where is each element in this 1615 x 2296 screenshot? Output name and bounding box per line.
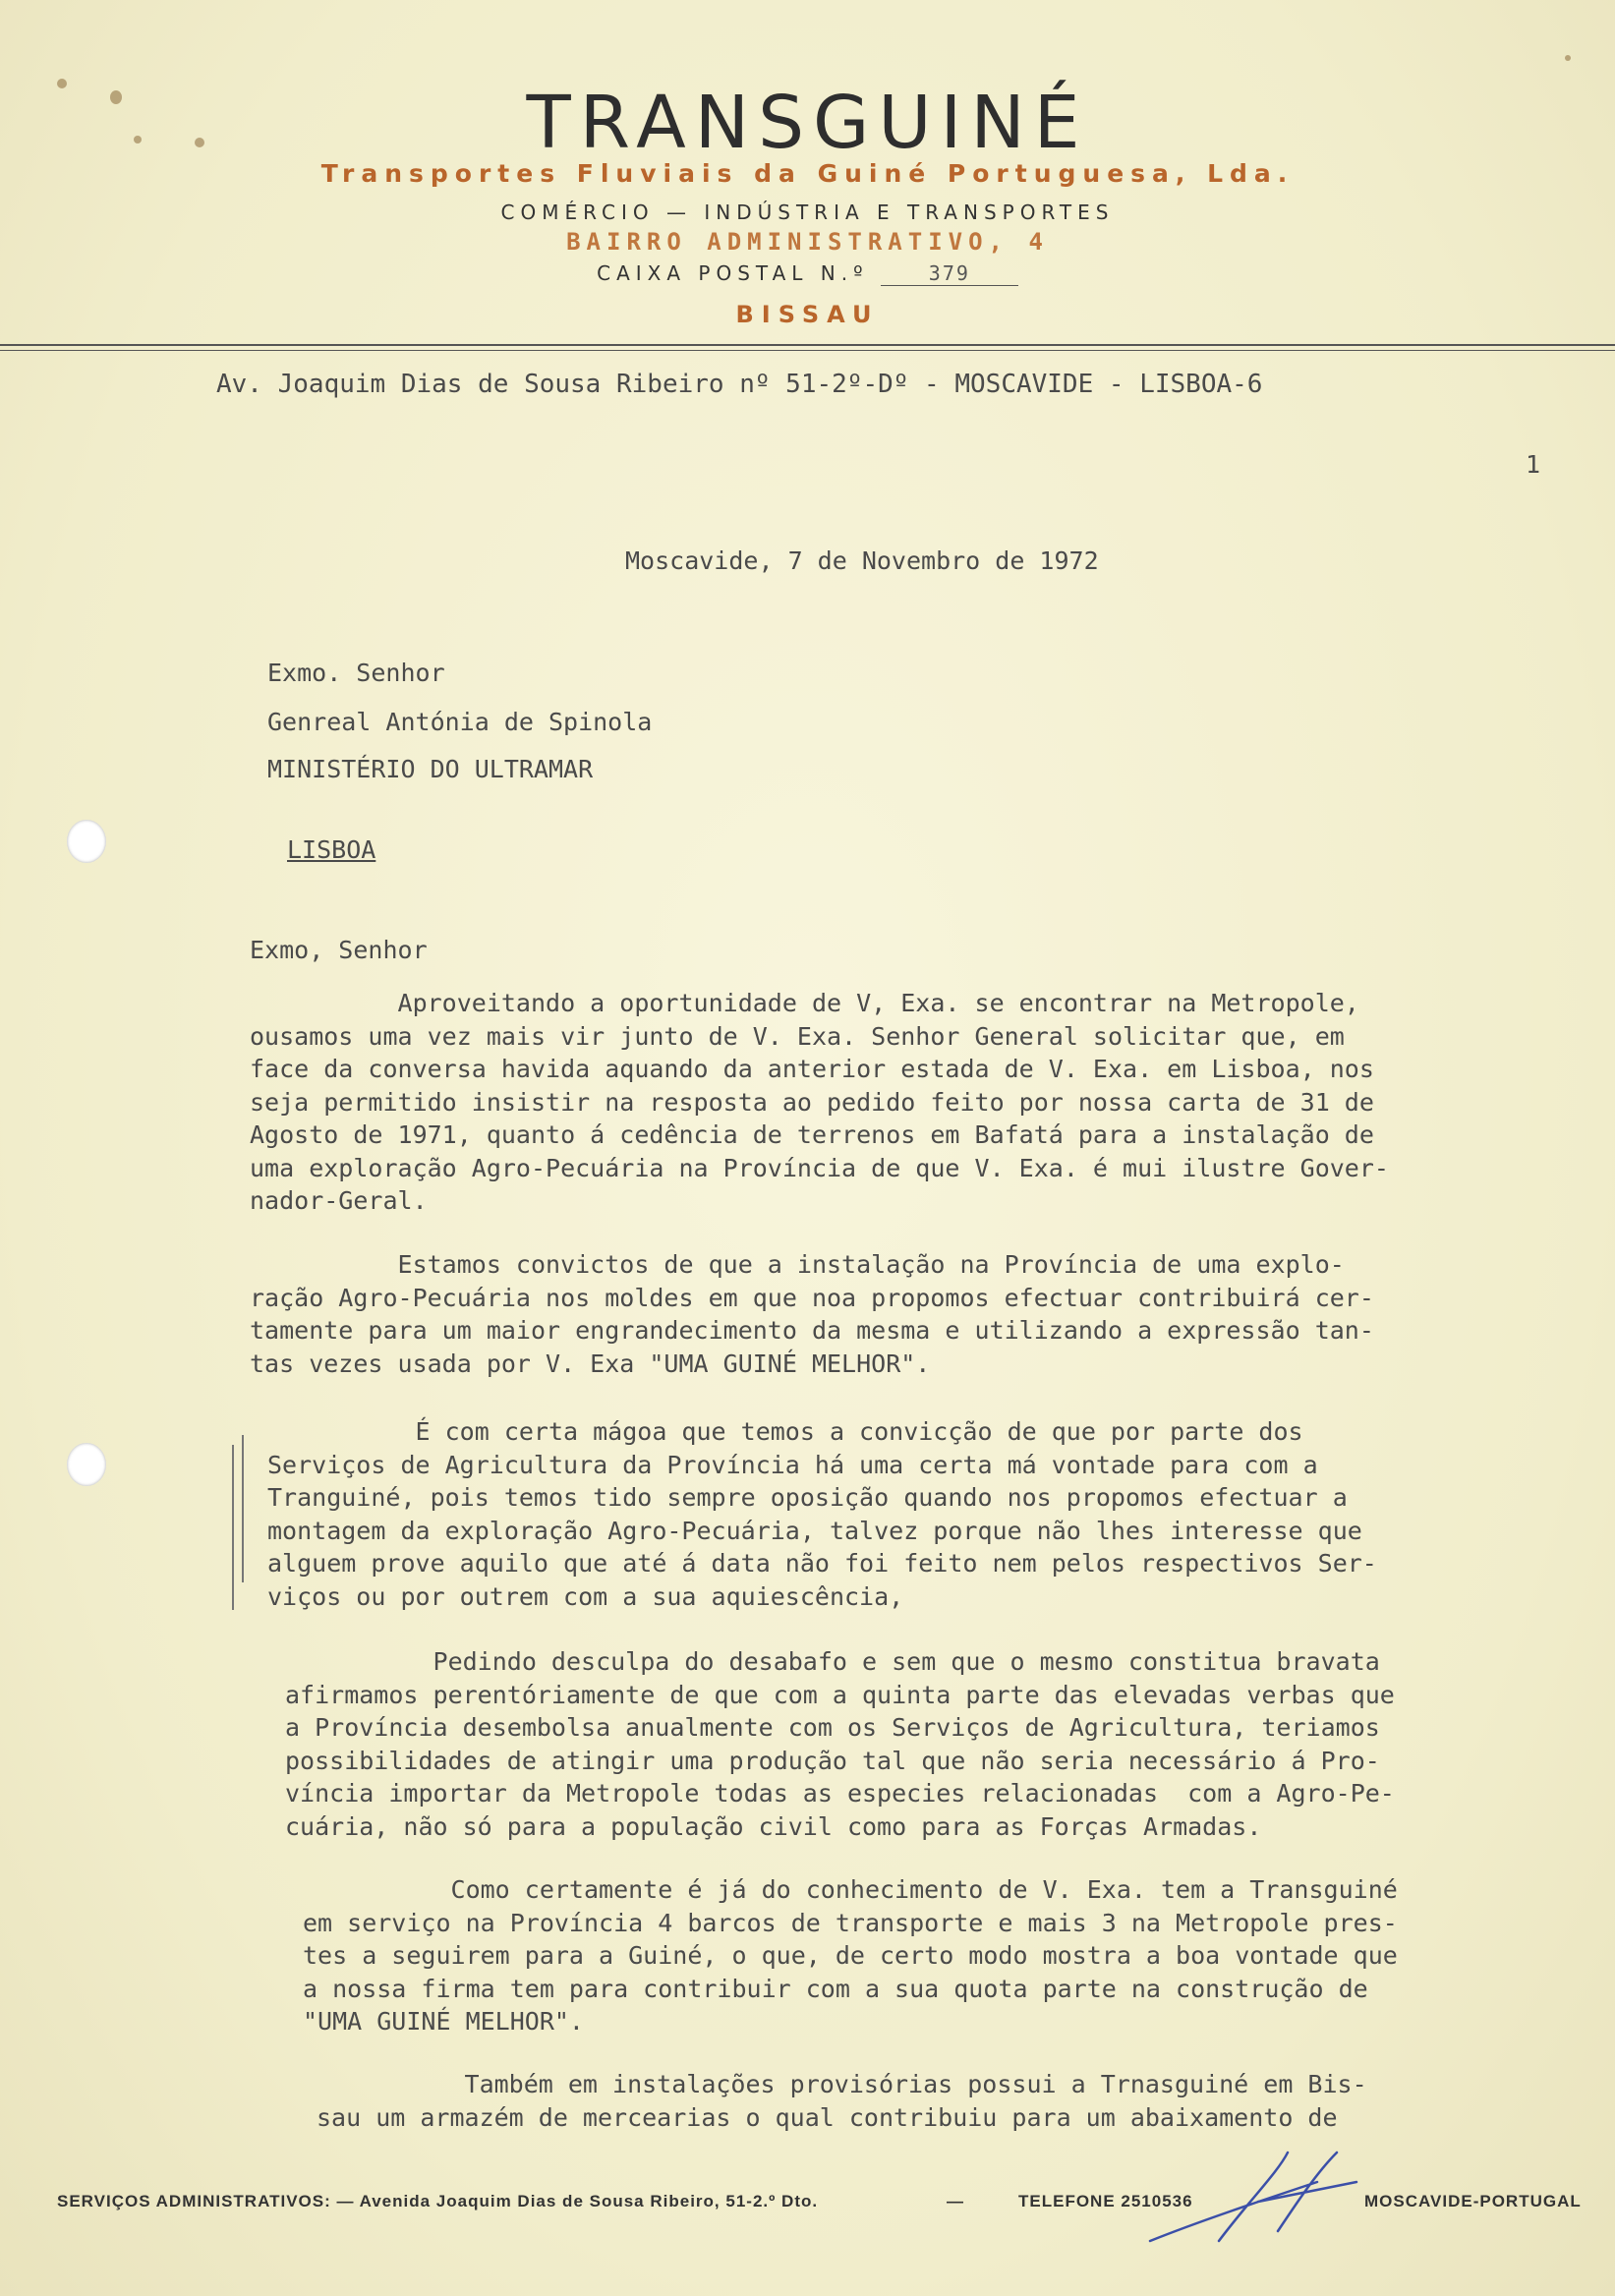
signature — [1140, 2143, 1376, 2261]
paragraph-line: montagem da exploração Agro-Pecuária, talvez porque não lhes interesse que — [267, 1516, 1362, 1545]
footer-phone: TELEFONE 2510536 — [1018, 2192, 1193, 2210]
paragraph-line: a Província desembolsa anualmente com os Serviços de Agricultura, teriamos — [285, 1713, 1380, 1742]
paragraph-5 — [303, 1873, 1398, 2038]
paragraph-line: Tranguiné, pois temos tido sempre oposição quando nos propomos efectuar a — [267, 1483, 1348, 1512]
paragraph-line: alguem prove aquilo que até á data não foi feito nem pelos respectivos Ser- — [267, 1549, 1377, 1578]
footer-location: MOSCAVIDE-PORTUGAL — [1364, 2192, 1582, 2210]
paragraph-4 — [285, 1645, 1395, 1843]
paragraph-line: cuária, não só para a população civil como para as Forças Armadas. — [285, 1811, 1262, 1841]
paragraph-line: viços ou por outrem com a sua aquiescência, — [267, 1581, 904, 1611]
company-address: BAIRRO ADMINISTRATIVO, 4 — [566, 228, 1049, 256]
paragraph-line: em serviço na Província 4 barcos de transporte e mais 3 na Metropole pres- — [303, 1908, 1398, 1937]
paragraph-line: a nossa firma tem para contribuir com a sua quota parte na construção de — [303, 1974, 1368, 2003]
paragraph-line: possibilidades de atingir uma produção tal que não seria necessário á Pro- — [285, 1746, 1380, 1775]
footer-services: SERVIÇOS ADMINISTRATIVOS: — Avenida Joaquim Dias de Sousa Ribeiro, 51-2.º Dto. — [57, 2192, 819, 2210]
page-number: 1 — [1526, 450, 1541, 479]
paragraph-line: ração Agro-Pecuária nos moldes em que noa propomos efectuar contribuirá cer- — [250, 1283, 1374, 1312]
paragraph-line: Pedindo desculpa do desabafo e sem que o mesmo constitua bravata — [285, 1647, 1380, 1676]
margin-pencil-mark — [242, 1435, 244, 1582]
company-city: BISSAU — [735, 301, 880, 328]
recipient-salutation: Exmo. Senhor — [267, 659, 445, 687]
company-subtitle: Transportes Fluviais da Guiné Portuguesa, Lda. — [320, 159, 1295, 188]
paragraph-line: tes a seguirem para a Guiné, o que, de certo modo mostra a boa vontade que — [303, 1941, 1398, 1970]
punch-hole — [67, 820, 106, 863]
margin-pencil-mark — [232, 1445, 234, 1610]
paragraph-2 — [250, 1248, 1374, 1380]
paragraph-line: Aproveitando a oportunidade de V, Exa. se encontrar na Metropole, — [250, 989, 1359, 1017]
footer-dash: — — [947, 2192, 964, 2210]
recipient-city: LISBOA — [287, 835, 376, 864]
paragraph-line: tas vezes usada por V. Exa "UMA GUINÉ MELHOR". — [250, 1349, 931, 1378]
recipient-name: Genreal Antónia de Spinola — [267, 708, 653, 736]
company-activity: COMÉRCIO — INDÚSTRIA E TRANSPORTES — [500, 201, 1115, 224]
company-brand: TRANSGUINÉ — [526, 81, 1089, 165]
paragraph-line: uma exploração Agro-Pecuária na Província de que V. Exa. é mui ilustre Gover- — [250, 1153, 1389, 1182]
company-pobox — [0, 261, 1615, 286]
paragraph-line: Estamos convictos de que a instalação na Província de uma explo- — [250, 1250, 1345, 1279]
paragraph-line: "UMA GUINÉ MELHOR". — [303, 2007, 584, 2036]
letterhead-rule — [0, 350, 1615, 351]
recipient-ministry: MINISTÉRIO DO ULTRAMAR — [267, 755, 594, 783]
greeting: Exmo, Senhor — [250, 936, 428, 964]
paragraph-line: afirmamos perentóriamente de que com a quinta parte das elevadas verbas que — [285, 1680, 1395, 1709]
punch-hole — [67, 1443, 106, 1486]
paragraph-line: Agosto de 1971, quanto á cedência de terrenos em Bafatá para a instalação de — [250, 1120, 1374, 1149]
paragraph-line: sau um armazém de mercearias o qual contribuiu para um abaixamento de — [317, 2102, 1338, 2132]
typed-address: Av. Joaquim Dias de Sousa Ribeiro nº 51-2º-Dº - MOSCAVIDE - LISBOA-6 — [216, 370, 1263, 399]
paragraph-1 — [250, 987, 1389, 1218]
stain-spot — [1565, 55, 1571, 61]
paragraph-line: ousamos uma vez mais vir junto de V. Exa. Senhor General solicitar que, em — [250, 1021, 1345, 1051]
paragraph-line: víncia importar da Metropole todas as especies relacionadas com a Agro-Pe- — [285, 1779, 1395, 1808]
pobox-label: CAIXA POSTAL N.º — [597, 261, 869, 285]
paragraph-line: Também em instalações provisórias possui a Trnasguiné em Bis- — [317, 2070, 1367, 2098]
paragraph-line: Serviços de Agricultura da Província há uma certa má vontade para com a — [267, 1450, 1318, 1479]
paragraph-3 — [267, 1415, 1377, 1613]
date-line: Moscavide, 7 de Novembro de 1972 — [625, 546, 1099, 575]
letterhead-rule — [0, 344, 1615, 346]
paragraph-line: nador-Geral. — [250, 1186, 428, 1215]
paragraph-line: É com certa mágoa que temos a convicção de que por parte dos — [267, 1417, 1303, 1446]
paragraph-line: seja permitido insistir na resposta ao pedido feito por nossa carta de 31 de — [250, 1087, 1374, 1117]
pobox-number: 379 — [881, 261, 1018, 286]
paragraph-line: tamente para um maior engrandecimento da mesma e utilizando a expressão tan- — [250, 1316, 1374, 1345]
paragraph-line: face da conversa havida aquando da anterior estada de V. Exa. em Lisboa, nos — [250, 1055, 1374, 1083]
paragraph-line: Como certamente é já do conhecimento de V. Exa. tem a Transguiné — [303, 1875, 1398, 1904]
paragraph-6 — [317, 2068, 1367, 2134]
